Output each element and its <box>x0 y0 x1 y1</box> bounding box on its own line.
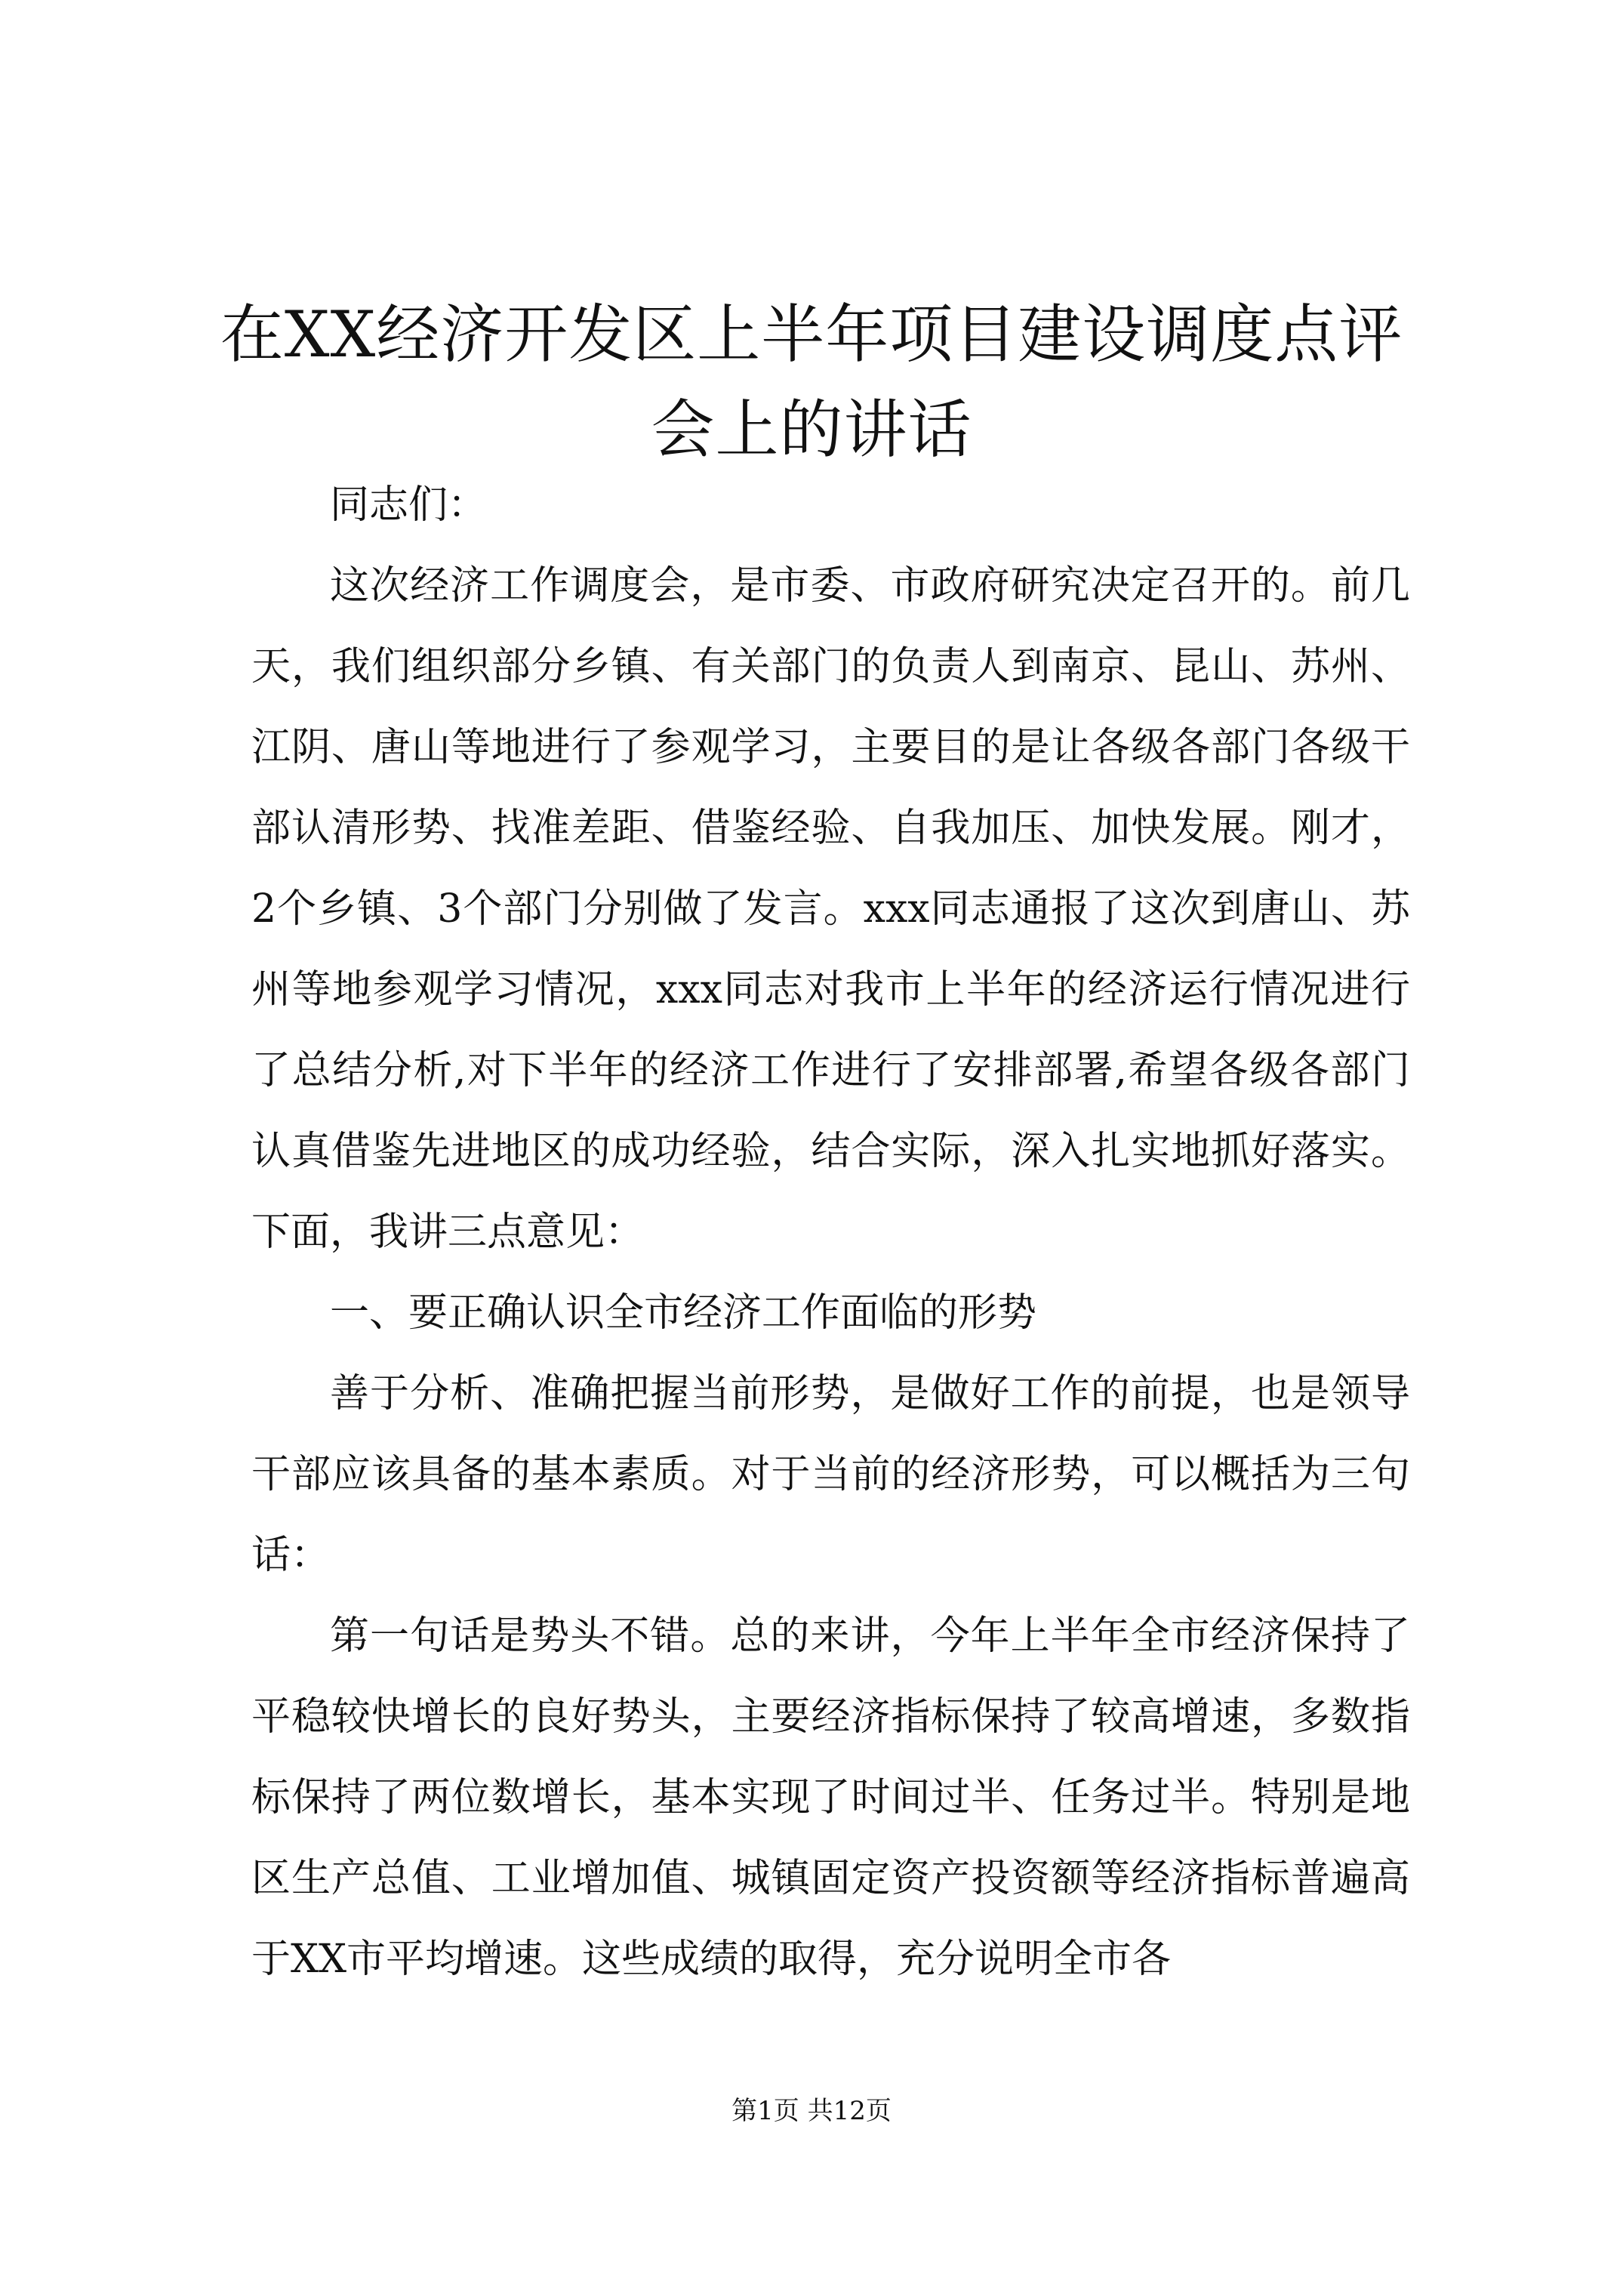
body-paragraph: 第一句话是势头不错。总的来讲，今年上半年全市经济保持了平稳较快增长的良好势头，主要经济指标保持了较高增速，多数指标保持了两位数增长，基本实现了时间过半、任务过半。特别是地区生产总值、工业增加值、城镇固定资产投资额等经济指标普遍高于XX市平均增速。这些成绩的取得，充分说明全市各 <box>251 1613 1410 1982</box>
page-number: 第1页 共12页 <box>731 2096 892 2126</box>
salutation-paragraph: 同志们： <box>330 482 488 528</box>
body-paragraph: 善于分析、准确把握当前形势，是做好工作的前提，也是领导干部应该具备的基本素质。对于当前的经济形势，可以概括为三句话： <box>251 1371 1410 1578</box>
page-footer <box>0 2093 1623 2129</box>
document-body <box>251 465 1410 2000</box>
document-title: 在XX经济开发区上半年项目建设调度点评会上的讲话 <box>220 297 1403 467</box>
intro-paragraph: 这次经济工作调度会，是市委、市政府研究决定召开的。前几天，我们组织部分乡镇、有关部门的负责人到南京、昆山、苏州、江阴、唐山等地进行了参观学习，主要目的是让各级各部门各级干部认清形势、找准差距、借鉴经验、自我加压、加快发展。刚才，2个乡镇、3个部门分别做了发言。xxx同志通报了这次到唐山、苏州等地参观学习情况，xxx同志对我市上半年的经济运行情况进行了总结分析,对下半年的经济工作进行了安排部署,希望各级各部门认真借鉴先进地区的成功经验，结合实际，深入扎实地抓好落实。下面，我讲三点意见： <box>251 563 1410 1255</box>
section-heading: 一、要正确认识全市经济工作面临的形势 <box>330 1290 1037 1336</box>
